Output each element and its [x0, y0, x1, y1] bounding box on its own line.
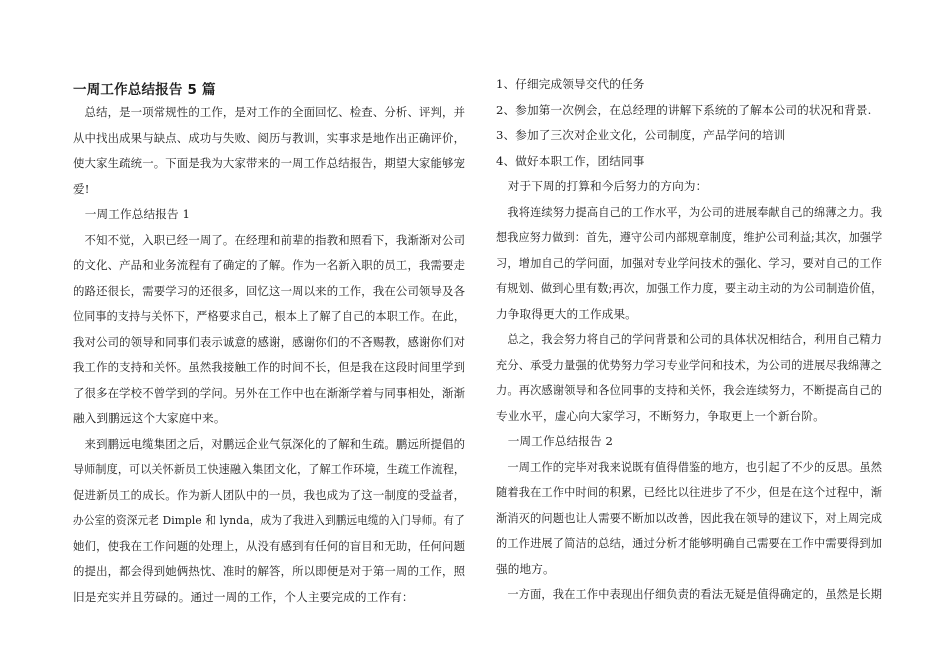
document-title: 一周工作总结报告 5 篇: [73, 82, 216, 98]
text-line: 融入到鹏远这个大家庭中来。: [73, 411, 226, 425]
text-line: 力。再次感谢领导和各位同事的支持和关怀，我会连续努力，不断提高自己的: [496, 383, 883, 397]
text-line: 渐消灭的问题也让人需要不断加以改善，因此我在领导的建议下，对上周完成: [496, 510, 883, 525]
text-line: 导师制度，可以关怀新员工快速融入集团文化，了解工作环境，生疏工作流程，: [73, 462, 466, 476]
text-line: 一方面，我在工作中表现出仔细负责的看法无疑是值得确定的，虽然是长期: [496, 587, 883, 601]
text-line: 充分、承受力量强的优势努力学习专业学问和技术，为公司的进展尽我绵薄之: [496, 357, 883, 372]
text-line: 不知不觉，入职已经一周了。在经理和前辈的指教和照看下，我渐渐对公司: [73, 232, 466, 247]
text-line: 了很多在学校不曾学到的学问。另外在工作中也在渐渐学着与同事相处，渐渐: [73, 385, 466, 400]
text-line: 的路还很长，需要学习的还很多，回忆这一周以来的工作，我在公司领导及各: [73, 283, 466, 298]
text-line: 来到鹏远电缆集团之后，对鹏远企业气氛深化的了解和生疏。鹏远所提倡的: [73, 436, 466, 451]
text-line: 4、做好本职工作，团结同事: [496, 153, 645, 168]
text-line: 对于下周的打算和今后努力的方向为：: [496, 179, 708, 193]
text-line: 专业水平，虚心向大家学习，不断努力，争取更上一个新台阶。: [496, 408, 825, 423]
text-line: 我对公司的领导和同事们表示诚意的感谢，感谢你们的不吝赐教，感谢你们对: [73, 334, 466, 349]
text-line: 我工作的支持和关怀。虽然我接触工作的时间不长，但是我在这段时间里学到: [73, 360, 466, 374]
text-line: 的提出，都会得到她俩热忱、准时的解答，所以即便是对于第一周的工作，照: [73, 564, 466, 578]
text-line: 促进新员工的成长。作为新人团队中的一员，我也成为了这一制度的受益者，: [73, 487, 466, 502]
text-line: 的文化、产品和业务流程有了确定的了解。作为一名新入职的员工，我需要走: [73, 258, 466, 272]
text-line: 旧是充实并且劳碌的。通过一周的工作，个人主要完成的工作有：: [73, 589, 414, 604]
text-line: 使大家生疏统一。下面是我为大家带来的一周工作总结报告，期望大家能够宠: [73, 156, 466, 170]
text-line: 的工作进展了简洁的总结，通过分析才能够明确自己需要在工作中需要得到加: [496, 536, 883, 550]
text-line: 她们，使我在工作问题的处理上，从没有感到有任何的盲目和无助，任何问题: [73, 538, 466, 553]
right-column-text: [496, 72, 882, 608]
text-line: 总结，是一项常规性的工作，是对工作的全面回忆、检查、分析、评判，并: [73, 105, 466, 119]
text-line: 一周工作总结报告 2: [496, 434, 614, 448]
text-line: 1、仔细完成领导交代的任务: [496, 77, 645, 91]
left-column-text: [73, 100, 465, 610]
text-line: 我将连续努力提高自己的工作水平，为公司的进展奉献自己的绵薄之力。我: [496, 204, 883, 219]
text-line: 有规划、做到心里有数;再次，加强工作力度，要主动主动的为公司制造价值，: [496, 281, 883, 295]
text-line: 从中找出成果与缺点、成功与失败、阅历与教训，实事求是地作出正确评价，: [73, 130, 466, 145]
text-line: 随着我在工作中时间的积累，已经比以往进步了不少，但是在这个过程中，渐: [496, 485, 883, 499]
text-line: 一周工作总结报告 1: [73, 207, 191, 221]
text-line: 2、参加第一次例会，在总经理的讲解下系统的了解本公司的状况和背景.: [496, 102, 872, 117]
text-line: 强的地方。: [496, 561, 555, 576]
text-line: 力争取得更大的工作成果。: [496, 306, 637, 321]
text-line: 想我应努力做到：首先，遵守公司内部规章制度，维护公司利益;其次，加强学: [496, 230, 883, 244]
text-line: 爱!: [73, 181, 90, 196]
text-line: 一周工作的完毕对我来说既有值得借鉴的地方，也引起了不少的反思。虽然: [496, 459, 883, 474]
text-line: 总之，我会努力将自己的学问背景和公司的具体状况相结合，利用自己精力: [496, 332, 883, 346]
text-line: 3、参加了三次对企业文化，公司制度，产品学问的培训: [496, 128, 786, 142]
text-line: 习，增加自己的学问面，加强对专业学问技术的强化、学习，要对自己的工作: [496, 255, 883, 270]
text-line: 位同事的支持与关怀下，严格要求自己，根本上了解了自己的本职工作。在此，: [73, 309, 466, 323]
text-line: 办公室的资深元老 Dimple 和 lynda，成为了我进入到鹏远电缆的入门导师。有了: [73, 513, 465, 527]
